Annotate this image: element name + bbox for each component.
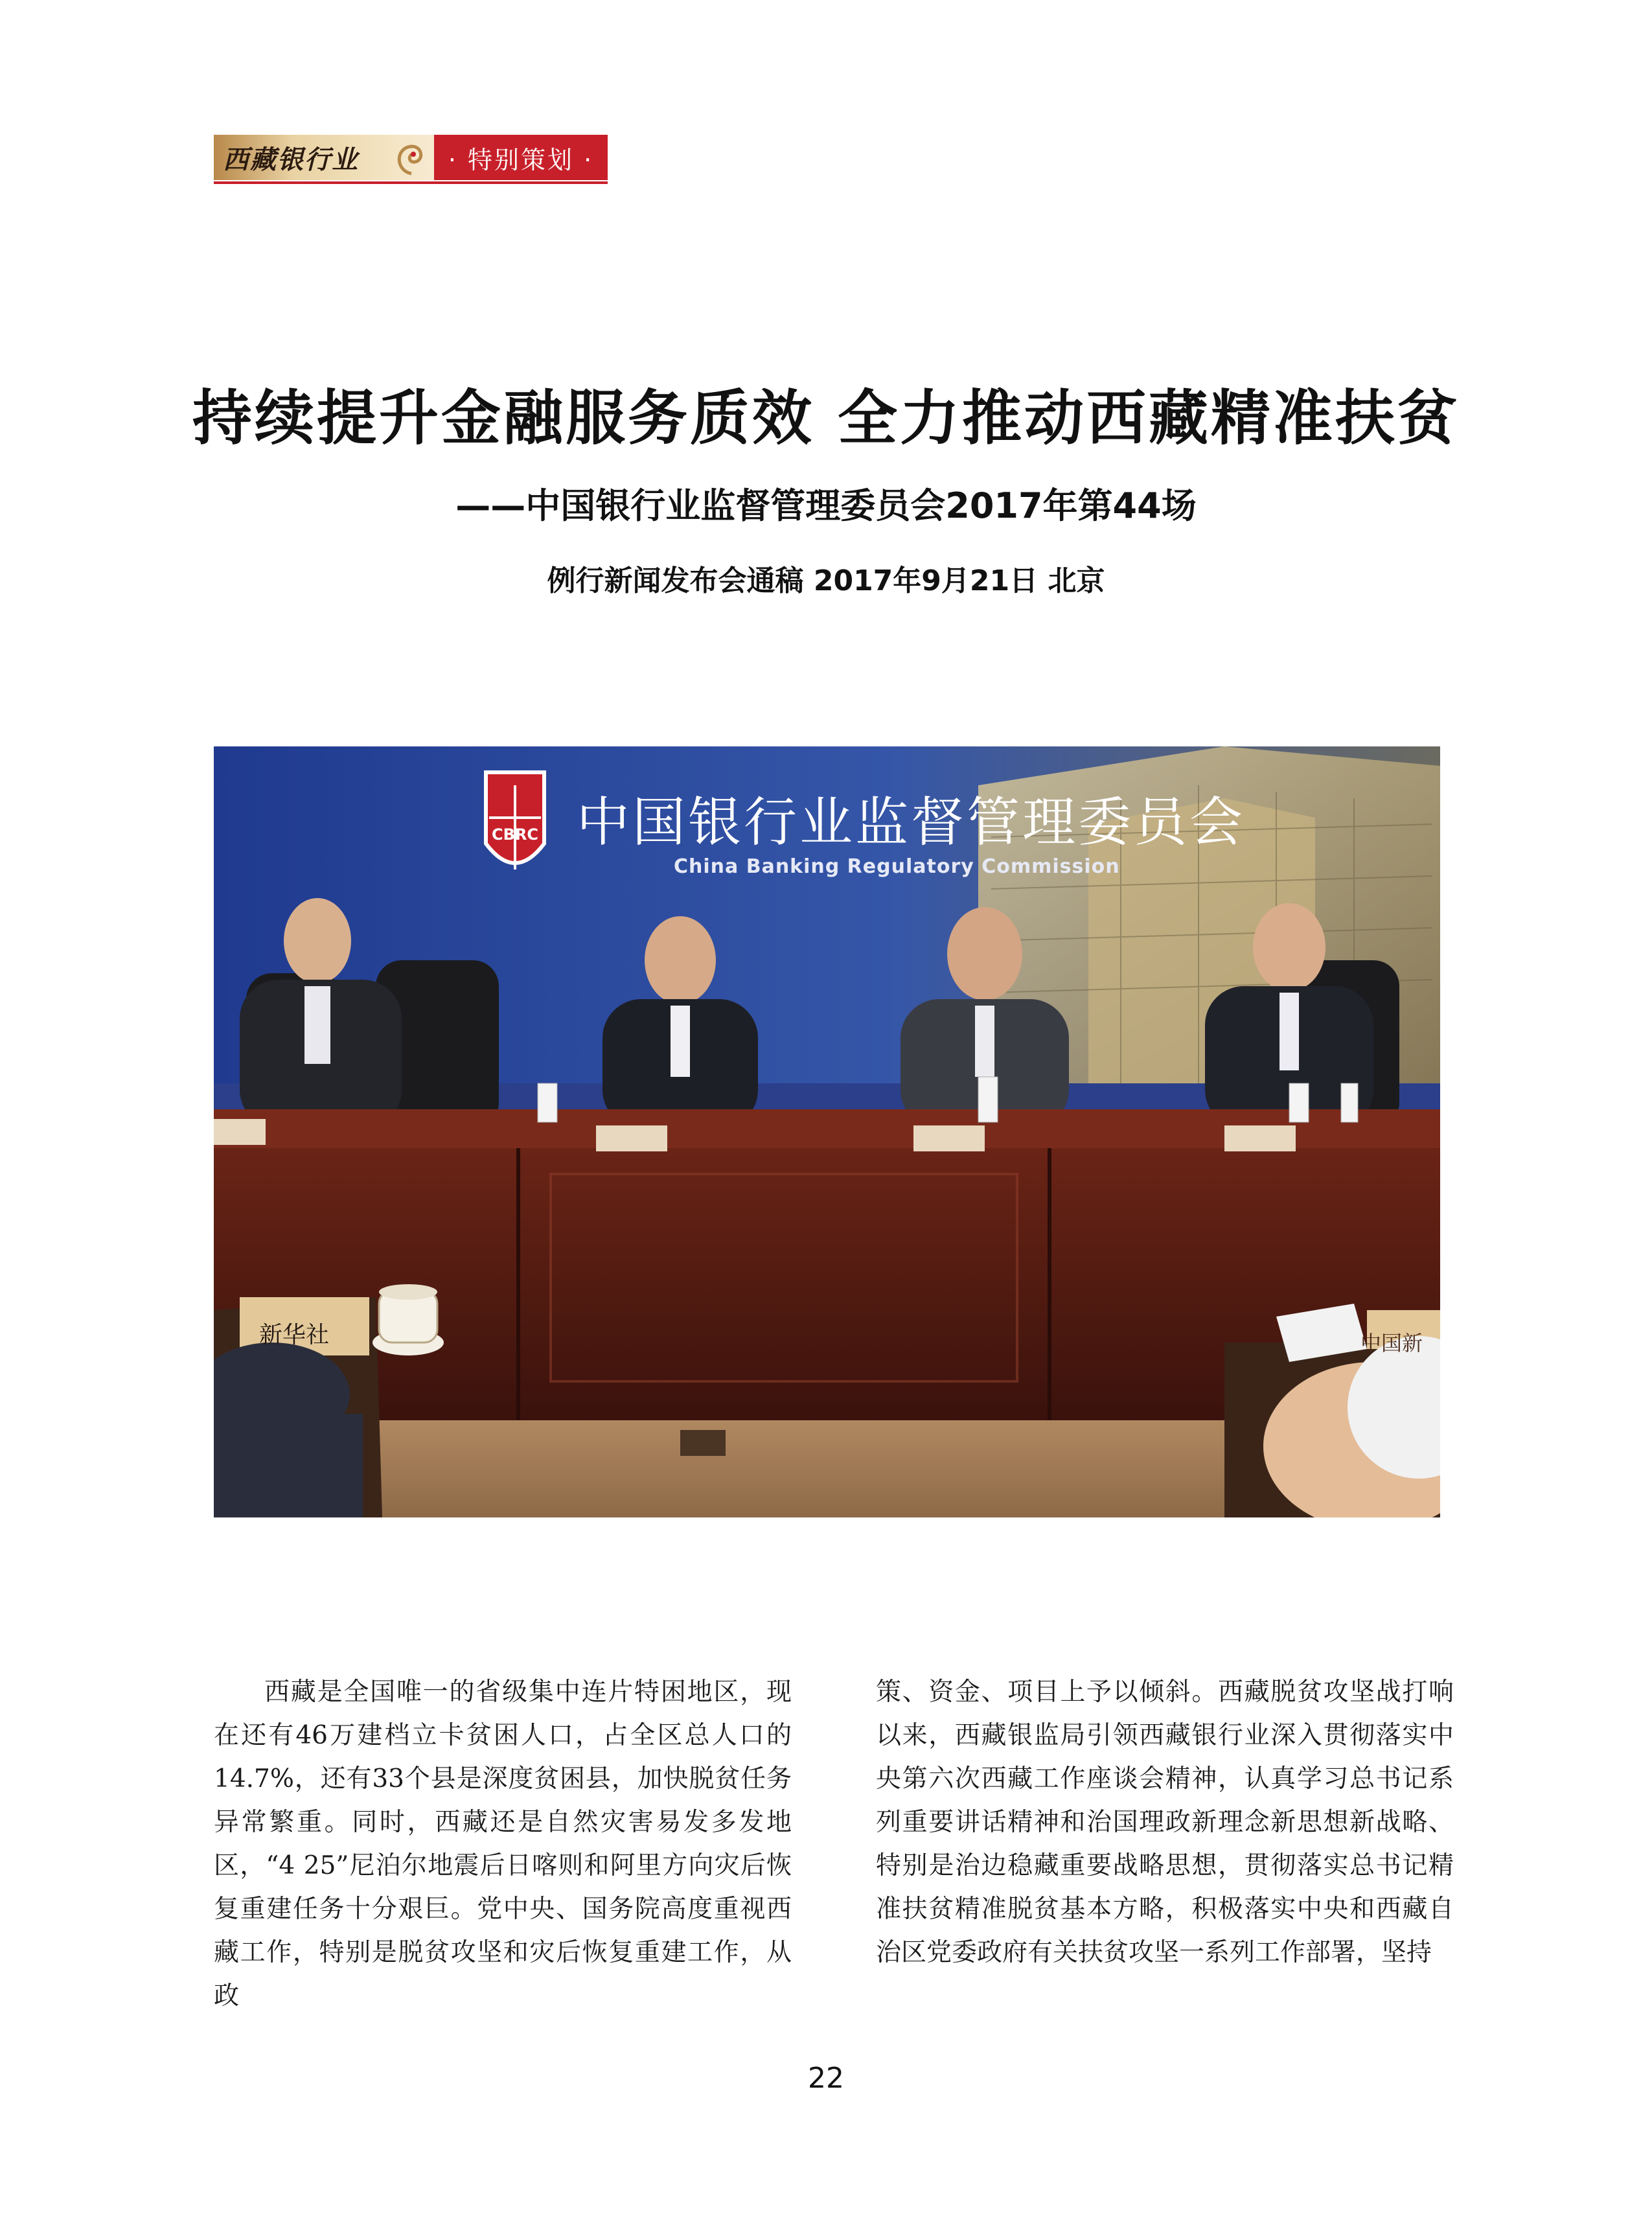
magazine-name: 西藏银行业 xyxy=(223,144,359,175)
banner-underline xyxy=(214,181,608,184)
article-title: 持续提升金融服务质效 全力推动西藏精准扶贫 xyxy=(192,383,1460,453)
backdrop-title-cn: 中国银行业监督管理委员会 xyxy=(577,792,1246,853)
backdrop-title-en: China Banking Regulatory Commission xyxy=(674,855,1120,878)
body-paragraph: 西藏是全国唯一的省级集中连片特困地区，现在还有46万建档立卡贫困人口，占全区总人口的14.7%，还有33个县是深度贫困县，加快脱贫任务异常繁重。同时，西藏还是自然灾害易发多发地区，“4 25”尼泊尔地震后日喀则和阿里方向灾后恢复重建任务十分艰巨。党中央、国务院高度重视西藏工作，特别是脱贫攻坚和灾后恢复重建工作，从政 xyxy=(214,1677,792,2011)
section-banner xyxy=(214,135,608,180)
article-subtitle: ——中国银行业监督管理委员会2017年第44场 xyxy=(455,485,1197,526)
desk-sign-xinhua: 新华社 xyxy=(259,1322,330,1348)
article-dateline: 例行新闻发布会通稿 2017年9月21日 北京 xyxy=(547,564,1105,597)
desk-sign-partial: 中国新 xyxy=(1360,1331,1423,1355)
section-label: · 特别策划 · xyxy=(448,145,594,174)
body-column-right xyxy=(876,1670,1454,1974)
body-column-left xyxy=(214,1670,792,2018)
swirl-ornament-icon xyxy=(389,135,434,180)
cbrc-logo-text: CBRC xyxy=(492,825,538,844)
press-conference-photo xyxy=(214,746,1440,1517)
page-number: 22 xyxy=(808,2062,844,2095)
section-label-block xyxy=(434,135,608,180)
body-paragraph: 策、资金、项目上予以倾斜。西藏脱贫攻坚战打响以来，西藏银监局引领西藏银行业深入贯彻落实中央第六次西藏工作座谈会精神，认真学习总书记系列重要讲话精神和治国理政新理念新思想新战略、特别是治边稳藏重要战略思想，贯彻落实总书记精准扶贫精准脱贫基本方略，积极落实中央和西藏自治区党委政府有关扶贫攻坚一系列工作部署，坚持 xyxy=(876,1677,1454,1967)
magazine-name-block xyxy=(214,135,389,180)
